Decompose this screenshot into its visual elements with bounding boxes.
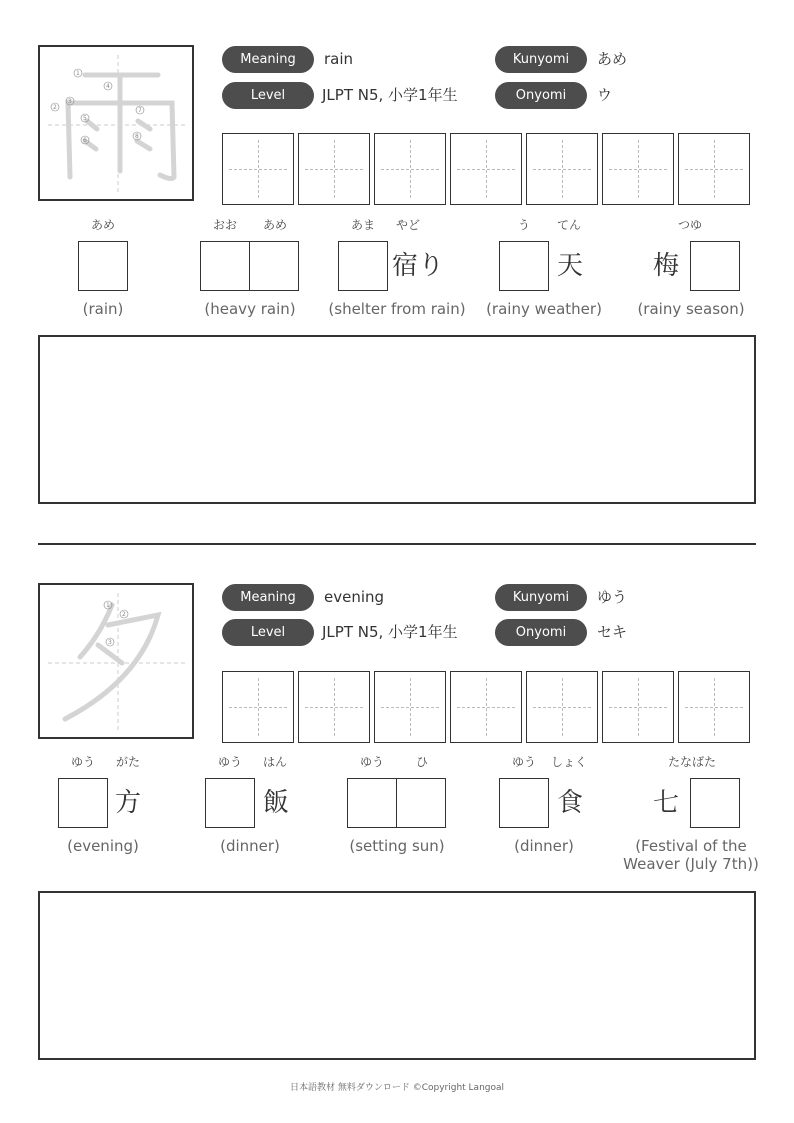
svg-text:5: 5 — [83, 115, 87, 122]
furigana: てん — [556, 218, 581, 232]
practice-cell[interactable] — [602, 133, 674, 205]
svg-text:1: 1 — [76, 70, 80, 77]
furigana: ゆう — [70, 755, 95, 769]
onyomi-value: ウ — [597, 86, 613, 104]
kunyomi-value: あめ — [597, 50, 628, 68]
vocab-gloss: (shelter from rain) — [328, 300, 466, 318]
fill-in-box[interactable] — [396, 778, 446, 828]
practice-cell[interactable] — [526, 671, 598, 743]
practice-cell[interactable] — [222, 671, 294, 743]
practice-cell[interactable] — [602, 671, 674, 743]
writing-area[interactable] — [38, 335, 756, 504]
svg-text:2: 2 — [53, 104, 57, 111]
furigana: あめ — [90, 218, 115, 232]
svg-text:3: 3 — [108, 639, 112, 646]
furigana: ひ — [415, 755, 428, 769]
furigana: ゆう — [359, 755, 384, 769]
meaning-value: rain — [324, 50, 354, 68]
onyomi-pill: Onyomi — [495, 619, 587, 646]
practice-cell[interactable] — [450, 133, 522, 205]
level-pill: Level — [222, 619, 314, 646]
fill-in-box[interactable] — [249, 241, 299, 291]
svg-text:6: 6 — [83, 137, 87, 144]
furigana: あま — [350, 218, 375, 232]
furigana: たなばた — [667, 755, 716, 769]
vocab-gloss: (dinner) — [220, 837, 280, 855]
furigana: ゆう — [511, 755, 536, 769]
level-value: JLPT N5, 小学1年生 — [322, 86, 458, 104]
practice-cell[interactable] — [678, 671, 750, 743]
vocab-kana: 飯 — [262, 788, 289, 818]
svg-text:1: 1 — [106, 602, 110, 609]
fill-in-box[interactable] — [347, 778, 397, 828]
vocab-kana: 天 — [556, 251, 583, 281]
meaning-pill: Meaning — [222, 584, 314, 611]
level-value: JLPT N5, 小学1年生 — [322, 623, 458, 641]
practice-cell[interactable] — [374, 671, 446, 743]
furigana: やど — [395, 218, 420, 232]
section-divider — [38, 543, 756, 545]
practice-cell[interactable] — [678, 133, 750, 205]
svg-text:8: 8 — [135, 133, 139, 140]
svg-text:4: 4 — [106, 83, 110, 90]
vocab-gloss: (rainy season) — [637, 300, 745, 318]
furigana: あめ — [262, 218, 287, 232]
fill-in-box[interactable] — [690, 778, 740, 828]
fill-in-box[interactable] — [499, 778, 549, 828]
furigana: はん — [262, 755, 287, 769]
kunyomi-pill: Kunyomi — [495, 584, 587, 611]
vocab-gloss: (dinner) — [514, 837, 574, 855]
furigana: おお — [212, 218, 237, 232]
kanji-stroke-diagram — [38, 583, 194, 739]
vocab-gloss: (Festival of the Weaver (July 7th)) — [623, 837, 759, 873]
vocab-kana: 食 — [556, 788, 583, 818]
furigana: しょく — [550, 755, 587, 769]
practice-cell[interactable] — [526, 133, 598, 205]
practice-cell[interactable] — [374, 133, 446, 205]
svg-text:2: 2 — [122, 611, 126, 618]
kunyomi-value: ゆう — [597, 588, 628, 606]
svg-text:7: 7 — [138, 107, 142, 114]
practice-cell[interactable] — [450, 671, 522, 743]
practice-cell[interactable] — [222, 133, 294, 205]
svg-text:3: 3 — [68, 98, 72, 105]
writing-area[interactable] — [38, 891, 756, 1060]
kanji-stroke-diagram — [38, 45, 194, 201]
fill-in-box[interactable] — [78, 241, 128, 291]
fill-in-box[interactable] — [690, 241, 740, 291]
vocab-gloss: (heavy rain) — [204, 300, 296, 318]
meaning-pill: Meaning — [222, 46, 314, 73]
fill-in-box[interactable] — [58, 778, 108, 828]
onyomi-value: セキ — [597, 623, 628, 641]
vocab-gloss: (setting sun) — [349, 837, 445, 855]
onyomi-pill: Onyomi — [495, 82, 587, 109]
fill-in-box[interactable] — [499, 241, 549, 291]
level-pill: Level — [222, 82, 314, 109]
vocab-prefix: 七 — [652, 788, 679, 818]
fill-in-box[interactable] — [200, 241, 250, 291]
vocab-kana: 方 — [114, 788, 141, 818]
furigana: う — [517, 218, 530, 232]
fill-in-box[interactable] — [338, 241, 388, 291]
vocab-gloss: (rain) — [82, 300, 124, 318]
furigana: がた — [115, 755, 140, 769]
practice-cell[interactable] — [298, 671, 370, 743]
practice-cell[interactable] — [298, 133, 370, 205]
vocab-kana: 宿り — [392, 251, 445, 281]
vocab-prefix: 梅 — [652, 251, 679, 281]
meaning-value: evening — [324, 588, 385, 606]
kunyomi-pill: Kunyomi — [495, 46, 587, 73]
furigana: ゆう — [217, 755, 242, 769]
fill-in-box[interactable] — [205, 778, 255, 828]
vocab-gloss: (evening) — [67, 837, 139, 855]
footer-copyright: 日本語教材 無料ダウンロード ©Copyright Langoal — [289, 1083, 505, 1093]
vocab-gloss: (rainy weather) — [486, 300, 602, 318]
furigana: つゆ — [677, 218, 702, 232]
